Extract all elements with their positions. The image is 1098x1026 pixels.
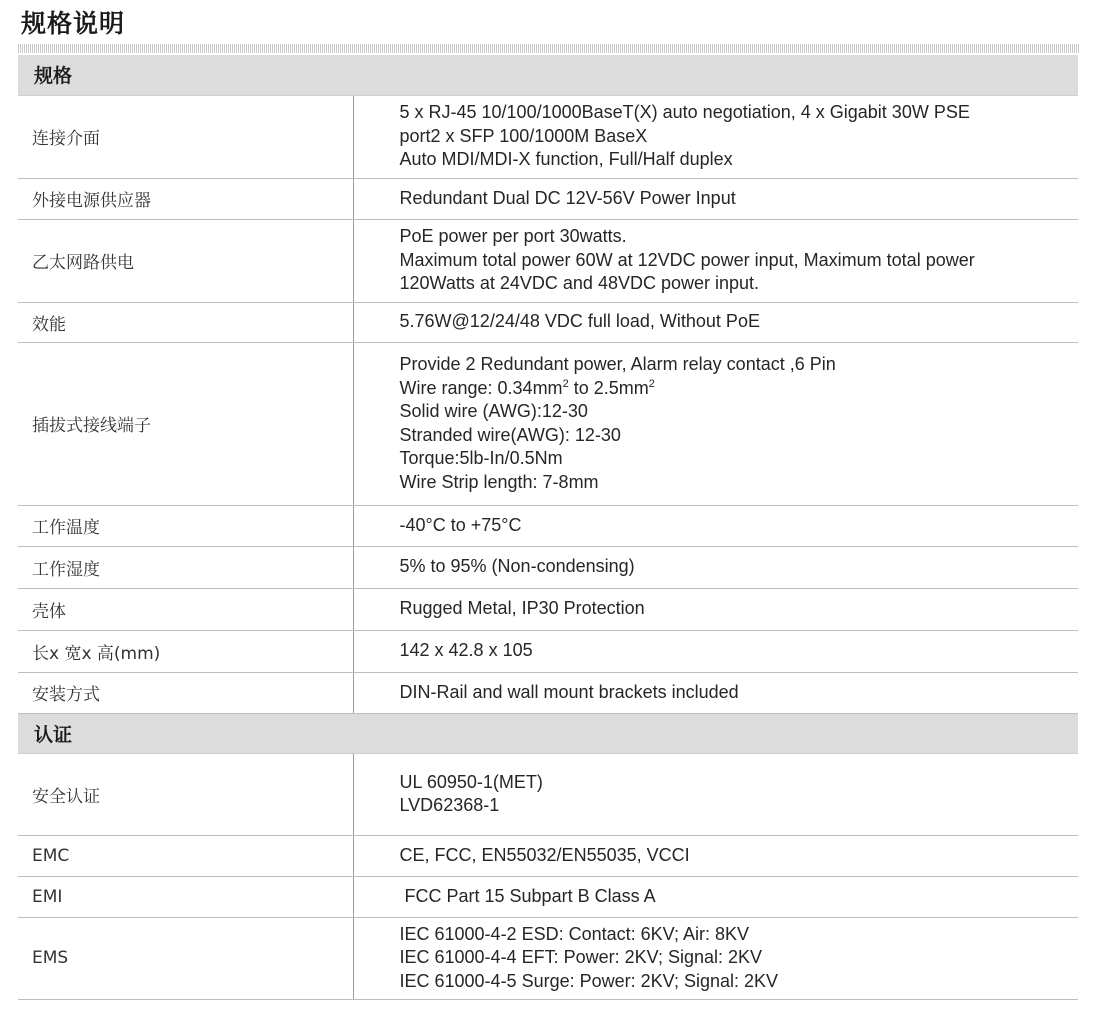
row-label: 工作湿度 [18,546,353,588]
value-line: Maximum total power 60W at 12VDC power input, Maximum total power [399,249,975,270]
section-heading: 规格 [18,55,1078,95]
value-line: port2 x SFP 100/1000M BaseX [399,125,648,146]
page-title: 规格说明 [21,9,126,38]
row-value [353,630,1078,672]
spec-row-housing [18,588,1078,630]
value-line: Stranded wire(AWG): 12-30 [399,424,621,445]
value-line: CE, FCC, EN55032/EN55035, VCCI [399,844,690,865]
row-label: 长x 宽x 高(mm) [18,630,353,672]
value-line: 5.76W@12/24/48 VDC full load, Without PoE [399,311,760,332]
row-value [353,753,1078,835]
row-value [353,588,1078,630]
spec-row-emc [18,835,1078,876]
row-label: 安全认证 [18,753,353,835]
section-heading: 认证 [18,713,1078,753]
row-label: EMC [18,835,353,876]
value-line: 5 x RJ-45 10/100/1000BaseT(X) auto negotiation, 4 x Gigabit 30W PSE [399,102,970,123]
row-label: 安装方式 [18,672,353,713]
value-line: Redundant Dual DC 12V-56V Power Input [399,187,736,208]
spec-row-power-supply [18,178,1078,219]
spec-row-interface [18,95,1078,178]
title-divider [18,44,1079,53]
spec-row-terminal-block [18,342,1078,505]
row-label: 连接介面 [18,95,353,178]
value-line: Solid wire (AWG):12-30 [399,401,588,421]
row-label: 壳体 [18,588,353,630]
row-value [353,178,1078,219]
superscript: 2 [648,377,655,390]
value-line: -40°C to +75°C [399,514,522,535]
spec-row-ems [18,917,1078,999]
spec-row-poe [18,219,1078,302]
spec-row-operating-temp [18,505,1078,546]
spec-row-dimensions [18,630,1078,672]
value-line: UL 60950-1(MET) [399,771,543,792]
value-line: 5% to 95% (Non-condensing) [399,556,635,577]
value-line: 142 x 42.8 x 105 [399,640,533,661]
wire-range-end: to 2.5mm [568,377,649,398]
section-header-certification [18,713,1078,753]
value-line: IEC 61000-4-5 Surge: Power: 2KV; Signal: 2KV [399,970,779,991]
value-line: LVD62368-1 [399,795,500,815]
row-label: 效能 [18,302,353,342]
section-header-specs [18,55,1078,95]
row-value [353,302,1078,342]
row-value [353,546,1078,588]
row-label: EMS [18,917,353,999]
row-value [353,876,1078,917]
superscript: 2 [562,377,569,390]
spec-row-operating-humidity [18,546,1078,588]
value-line: IEC 61000-4-2 ESD: Contact: 6KV; Air: 8KV [399,923,750,944]
value-line: Provide 2 Redundant power, Alarm relay contact ,6 Pin [399,354,836,374]
row-label: 乙太网路供电 [18,219,353,302]
spec-table [18,55,1078,1000]
row-label: 插拔式接线端子 [18,342,353,505]
row-value [353,835,1078,876]
value-line [400,377,1078,401]
value-line: Rugged Metal, IP30 Protection [399,598,645,619]
row-value [353,917,1078,999]
value-line: IEC 61000-4-4 EFT: Power: 2KV; Signal: 2KV [399,947,763,968]
value-line: DIN-Rail and wall mount brackets included [399,681,739,702]
spec-row-emi [18,876,1078,917]
spec-row-safety [18,753,1078,835]
wire-range-start: Wire range: 0.34mm [399,377,563,398]
row-value [353,505,1078,546]
value-line: Auto MDI/MDI-X function, Full/Half duplex [399,149,733,170]
value-line: Wire Strip length: 7-8mm [399,471,599,492]
value-line: Torque:5lb-In/0.5Nm [399,448,563,468]
value-line: FCC Part 15 Subpart B Class A [404,885,656,906]
spec-row-installation [18,672,1078,713]
row-value [353,95,1078,178]
value-line: 120Watts at 24VDC and 48VDC power input. [399,273,760,294]
row-label: EMI [18,876,353,917]
row-value [353,342,1078,505]
value-line: PoE power per port 30watts. [399,226,627,247]
row-label: 工作温度 [18,505,353,546]
row-value [353,672,1078,713]
row-value [353,219,1078,302]
spec-row-power-consumption [18,302,1078,342]
row-label: 外接电源供应器 [18,178,353,219]
